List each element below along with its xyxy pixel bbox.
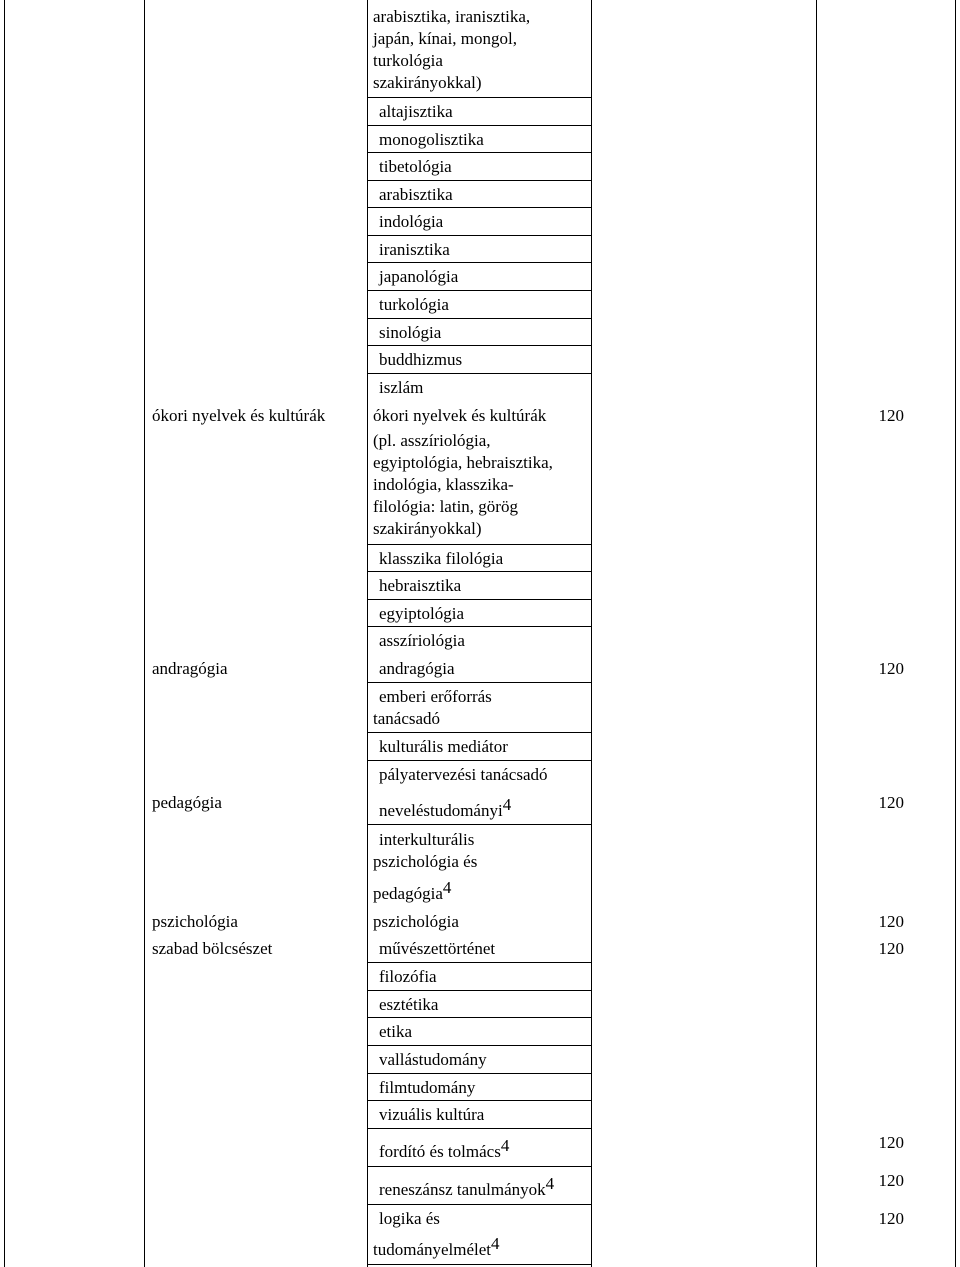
specialization-cell: tanácsadó <box>373 709 441 728</box>
specialization-cell: kulturális mediátor <box>379 737 508 756</box>
major-cell: filológia: latin, görög <box>373 497 518 516</box>
specialization-cell: sinológia <box>379 323 442 342</box>
footnote-marker: 4 <box>500 1136 510 1155</box>
row-separator <box>367 125 592 126</box>
field-cell: andragógia <box>152 659 228 678</box>
field-cell: pszichológia <box>152 912 238 931</box>
specialization-cell: filmtudomány <box>379 1078 476 1097</box>
specialization-cell: turkológia <box>379 295 449 314</box>
major-cell <box>379 1136 510 1163</box>
row-separator <box>367 682 592 683</box>
major-cell: művészettörténet <box>379 939 496 958</box>
row-separator <box>367 1073 592 1074</box>
row-separator <box>367 760 592 761</box>
major-cell <box>379 795 512 822</box>
table-right-border <box>955 0 956 1267</box>
row-separator <box>367 1128 592 1129</box>
major-cell: andragógia <box>379 659 455 678</box>
credits-cell: 120 <box>878 1209 904 1228</box>
spec-label: pedagógia <box>373 884 443 903</box>
major-cell <box>379 1174 555 1201</box>
row-separator <box>367 97 592 98</box>
row-separator <box>367 1045 592 1046</box>
row-separator <box>367 1204 592 1205</box>
credits-cell: 120 <box>878 1133 904 1152</box>
row-separator <box>367 235 592 236</box>
specialization-cell: monogolisztika <box>379 130 484 149</box>
credits-cell: 120 <box>878 793 904 812</box>
specialization-cell: hebraisztika <box>379 576 462 595</box>
page-left-rule <box>4 0 5 1267</box>
credits-cell: 120 <box>878 406 904 425</box>
specialization-cell: interkulturális <box>379 830 475 849</box>
major-continuation: szakirányokkal) <box>373 73 482 92</box>
specialization-cell: pályatervezési tanácsadó <box>379 765 548 784</box>
specialization-cell: emberi erőforrás <box>379 687 492 706</box>
major-cell: egyiptológia, hebraisztika, <box>373 453 553 472</box>
footnote-marker: 4 <box>442 878 452 897</box>
column-divider-major <box>367 0 368 1267</box>
specialization-cell: filozófia <box>379 967 437 986</box>
specialization-cell: altajisztika <box>379 102 453 121</box>
specialization-cell: arabisztika <box>379 185 453 204</box>
credits-cell: 120 <box>878 939 904 958</box>
specialization-cell: asszíriológia <box>379 631 465 650</box>
table-left-border <box>144 0 145 1267</box>
row-separator <box>367 571 592 572</box>
row-separator <box>367 732 592 733</box>
row-separator <box>367 290 592 291</box>
row-separator <box>367 626 592 627</box>
row-separator <box>367 544 592 545</box>
row-separator <box>367 599 592 600</box>
specialization-cell: vallástudomány <box>379 1050 487 1069</box>
major-cell <box>373 1234 500 1261</box>
row-separator <box>367 207 592 208</box>
specialization-cell: egyiptológia <box>379 604 464 623</box>
row-separator <box>367 180 592 181</box>
column-divider-credits <box>816 0 817 1267</box>
major-label: reneszánsz tanulmányok <box>379 1180 546 1199</box>
specialization-cell: vizuális kultúra <box>379 1105 485 1124</box>
major-continuation: japán, kínai, mongol, <box>373 29 518 48</box>
row-separator <box>367 262 592 263</box>
row-separator <box>367 990 592 991</box>
specialization-cell: buddhizmus <box>379 350 463 369</box>
row-separator <box>367 373 592 374</box>
major-continuation: turkológia <box>373 51 443 70</box>
footnote-marker: 4 <box>545 1174 555 1193</box>
row-separator <box>367 318 592 319</box>
field-cell: pedagógia <box>152 793 222 812</box>
credits-cell: 120 <box>878 912 904 931</box>
specialization-cell: japanológia <box>379 267 459 286</box>
row-separator <box>367 824 592 825</box>
table-bottom-border <box>367 1264 592 1265</box>
major-label: fordító és tolmács <box>379 1142 501 1161</box>
major-cell: pszichológia <box>373 912 459 931</box>
specialization-cell: iranisztika <box>379 240 450 259</box>
major-cell: ókori nyelvek és kultúrák <box>373 406 547 425</box>
specialization-cell: etika <box>379 1022 413 1041</box>
field-cell: ókori nyelvek és kultúrák <box>152 406 326 425</box>
row-separator <box>367 1166 592 1167</box>
specialization-cell: iszlám <box>379 378 424 397</box>
major-label: tudományelmélet <box>373 1240 492 1259</box>
footnote-marker: 4 <box>491 1234 500 1253</box>
major-cell: indológia, klasszika- <box>373 475 514 494</box>
row-separator <box>367 962 592 963</box>
row-separator <box>367 1017 592 1018</box>
column-divider-spec <box>591 0 592 1267</box>
specialization-cell: klasszika filológia <box>379 549 504 568</box>
footnote-marker: 4 <box>502 795 512 814</box>
specialization-cell: pszichológia és <box>373 852 478 871</box>
credits-cell: 120 <box>878 1171 904 1190</box>
specialization-cell <box>373 878 452 905</box>
specialization-cell: tibetológia <box>379 157 452 176</box>
row-separator <box>367 345 592 346</box>
major-label: neveléstudományi <box>379 801 503 820</box>
field-cell: szabad bölcsészet <box>152 939 273 958</box>
specialization-cell: esztétika <box>379 995 439 1014</box>
major-cell: szakirányokkal) <box>373 519 482 538</box>
major-continuation: arabisztika, iranisztika, <box>373 7 531 26</box>
major-cell: (pl. asszíriológia, <box>373 431 491 450</box>
row-separator <box>367 152 592 153</box>
row-separator <box>367 1100 592 1101</box>
credits-cell: 120 <box>878 659 904 678</box>
specialization-cell: indológia <box>379 212 444 231</box>
major-cell: logika és <box>379 1209 440 1228</box>
